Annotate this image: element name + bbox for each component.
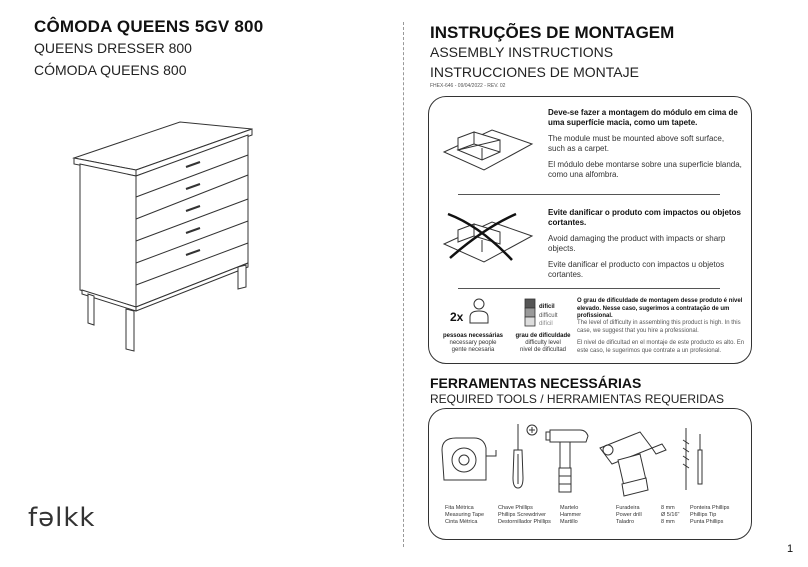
separator-2 xyxy=(458,288,720,289)
product-subtitle-es: CÓMODA QUEENS 800 xyxy=(34,62,187,78)
screwdriver-icon xyxy=(513,424,537,488)
phillips-tip-icon xyxy=(698,434,702,484)
tools-illustrations xyxy=(440,420,740,500)
people-label-en: necessary people xyxy=(449,340,497,346)
people-label-pt: pessoas necessárias xyxy=(442,333,504,339)
tool-label-bit: 8 mm Ø 5/16" 8 mm xyxy=(661,505,680,525)
notice1-es: El módulo debe montarse sobre una superficie blanda, como una alfombra. xyxy=(548,160,742,179)
tape-measure-icon xyxy=(442,438,496,480)
tool-label-screwdriver: Chave Phillips Phillips Screwdriver Destornillador Phillips xyxy=(498,505,551,525)
difficulty-label-pt: grau de dificuldade xyxy=(515,333,571,339)
tool-label-tape: Fita Métrica Measuring Tape Cinta Métrica xyxy=(445,505,485,525)
difficulty-bar-icon xyxy=(524,298,536,328)
difficulty-label-es: nivel de dificultad xyxy=(519,347,567,353)
instructions-subtitle-en: ASSEMBLY INSTRUCTIONS xyxy=(430,44,614,60)
product-subtitle-en: QUEENS DRESSER 800 xyxy=(34,40,192,56)
notice1-en: The module must be mounted above soft surface, such as a carpet. xyxy=(548,134,725,153)
notice2-en: Avoid damaging the product with impacts or sharp objects. xyxy=(548,234,726,253)
hammer-icon xyxy=(546,430,588,492)
page-divider xyxy=(403,22,404,547)
difficulty-text-es: El nivel de dificultad en el montaje de este producto es alto. En este caso, le sugerimos que contrate a un profesional. xyxy=(577,340,745,354)
people-label-es: gente necesaria xyxy=(451,347,495,353)
notice2-pt: Evite danificar o produto com impactos ou objetos cortantes. xyxy=(548,208,741,227)
difficulty-level-1: difícil xyxy=(539,304,555,310)
page-number: 1 xyxy=(787,543,794,555)
instructions-title: INSTRUÇÕES DE MONTAGEM xyxy=(430,23,675,42)
carpet-icon xyxy=(440,118,536,176)
difficulty-level-3: difícil xyxy=(539,321,553,327)
tool-label-hammer: Martelo Hammer Martillo xyxy=(560,505,582,525)
tool-label-drill: Furadeira Power drill Taladro xyxy=(616,505,642,525)
separator-1 xyxy=(458,194,720,195)
difficulty-text-en: The level of difficulty in assembling this product is high. In this case, we suggest that you hire a professional. xyxy=(577,320,741,334)
brand-logo: fəlkk xyxy=(28,503,96,533)
tools-title: FERRAMENTAS NECESSÁRIAS xyxy=(430,375,642,391)
difficulty-label-en: difficulty level xyxy=(525,340,561,346)
difficulty-level-2: difficult xyxy=(539,313,558,319)
difficulty-text-pt: O grau de dificuldade de montagem desse produto é nível elevado. Nesse caso, sugerimos a contratação de um profissional. xyxy=(577,298,743,319)
notice1-pt: Deve-se fazer a montagem do módulo em cima de uma superfície macia, como um tapete. xyxy=(548,108,738,127)
instructions-subtitle-es: INSTRUCCIONES DE MONTAJE xyxy=(430,64,639,80)
notice2-es: Evite danificar el producto con impactos u objetos cortantes. xyxy=(548,260,725,279)
product-title: CÔMODA QUEENS 5GV 800 xyxy=(34,17,264,36)
drill-bit-icon xyxy=(683,428,689,490)
power-drill-icon xyxy=(600,432,666,496)
tool-label-tip: Ponteira Phillips Phillips Tip Punta Phillips xyxy=(690,505,730,525)
no-impact-icon xyxy=(440,206,536,268)
tools-subtitle: REQUIRED TOOLS / HERRAMIENTAS REQUERIDAS xyxy=(430,392,725,406)
document-code: FHEX-646 - 09/04/2022 - REV. 02 xyxy=(430,83,506,89)
person-icon xyxy=(468,298,490,324)
people-count: 2x xyxy=(450,310,464,324)
dresser-illustration xyxy=(70,95,270,355)
